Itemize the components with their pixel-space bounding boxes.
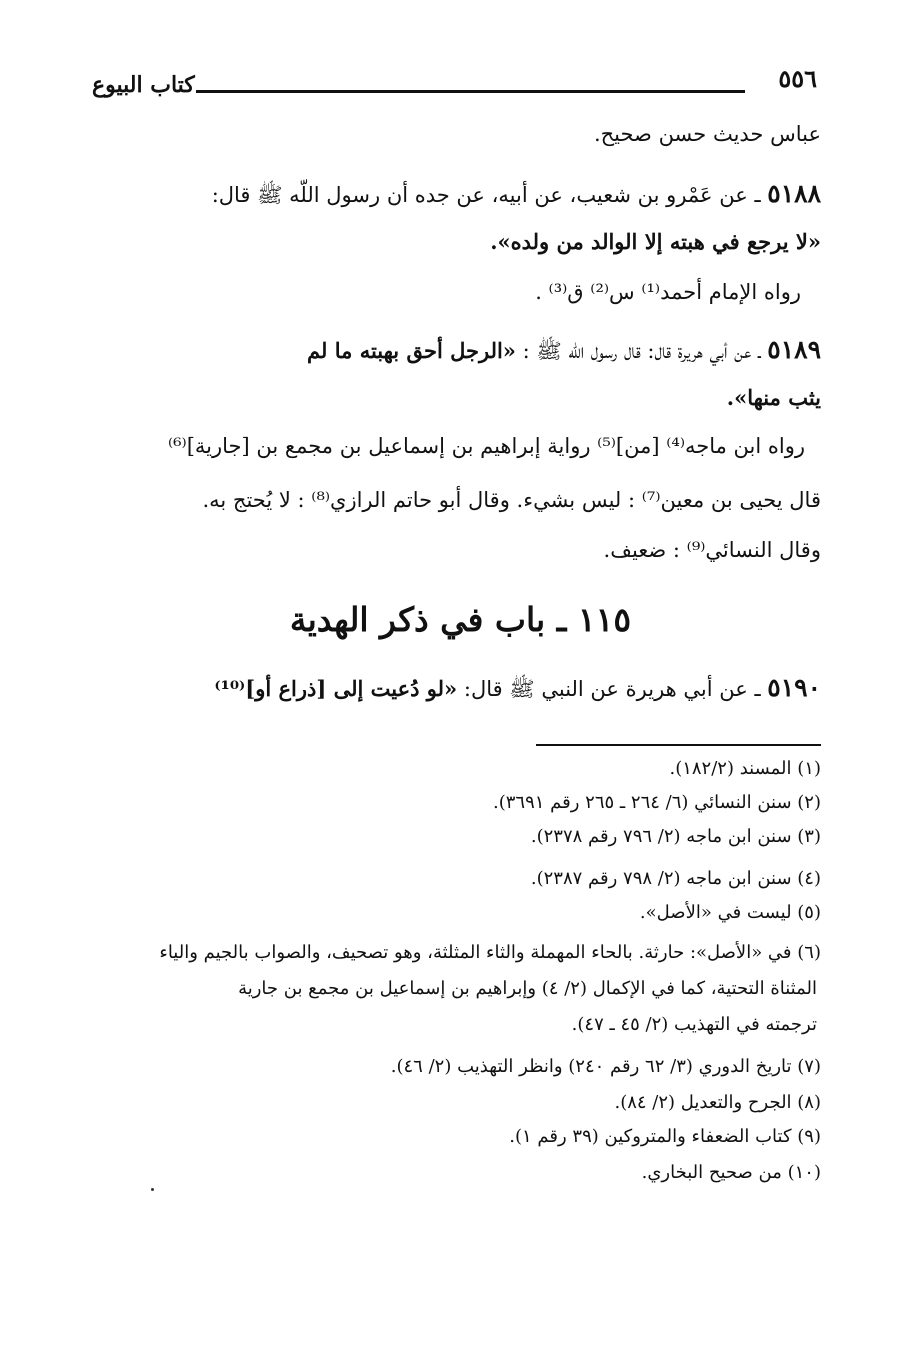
- hadith-5189-line-4: قال يحيى بن معين⁽⁷⁾ : ليس بشيء. وقال أبو حاتم الرازي⁽⁸⁾ : لا يُحتج به.: [202, 488, 821, 512]
- hadith-number: ٥١٨٨: [767, 179, 821, 208]
- footnote-4: (٤) سنن ابن ماجه (٢/ ٧٩٨ رقم ٢٣٨٧).: [530, 868, 821, 889]
- page-number: ٥٥٦: [778, 64, 817, 93]
- hadith-5190-line-1: [214, 674, 821, 703]
- footnote-7: (٧) تاريخ الدوري (٣/ ٦٢ رقم ٢٤٠) وانظر التهذيب (٢/ ٤٦).: [390, 1056, 821, 1077]
- hadith-number: ٥١٨٩: [767, 335, 821, 364]
- footnote-3: (٣) سنن ابن ماجه (٢/ ٧٩٦ رقم ٢٣٧٨).: [530, 826, 821, 847]
- hadith-5189-line-1: [307, 336, 821, 365]
- hadith-quote: «الرجل أحق بهبته ما لم: [307, 338, 516, 363]
- hadith-5189-line-5: وقال النسائي⁽⁹⁾ : ضعيف.: [603, 538, 821, 562]
- footnote-8: (٨) الجرح والتعديل (٢/ ٨٤).: [614, 1092, 821, 1113]
- hadith-number: ٥١٩٠: [767, 673, 821, 702]
- running-title: كتاب البيوع: [92, 72, 195, 98]
- text-line-1: عباس حديث حسن صحيح.: [593, 122, 821, 146]
- print-speck: [151, 1188, 154, 1191]
- footnote-2: (٢) سنن النسائي (٦/ ٢٦٤ ـ ٢٦٥ رقم ٣٦٩١).: [493, 792, 821, 813]
- footnote-6-line-2: المثناة التحتية، كما في الإكمال (٢/ ٤) وإبراهيم بن إسماعيل بن مجمع بن جارية: [238, 978, 817, 999]
- hadith-text: ـ عن أبي هريرة عن النبي ﷺ قال:: [457, 677, 768, 701]
- hadith-text: ـ عن عَمْرو بن شعيب، عن أبيه، عن جده أن رسول اللّه ﷺ قال:: [211, 183, 768, 207]
- footnote-5: (٥) ليست في «الأصل».: [639, 902, 821, 923]
- hadith-5188-line-1: [212, 180, 821, 209]
- hadith-5188-line-2: «لا يرجع في هبته إلا الوالد من ولده».: [490, 229, 821, 254]
- footnote-1: (١) المسند (١٨٢/٢).: [669, 758, 821, 779]
- chapter-heading: ١١٥ ـ باب في ذكر الهدية: [289, 600, 632, 639]
- hadith-5189-line-2: يثب منها».: [726, 385, 821, 410]
- footnote-6-line-1: (٦) في «الأصل»: حارثة. بالحاء المهملة والثاء المثلثة، وهو تصحيف، والصواب بالجيم والياء: [159, 942, 821, 963]
- hadith-5188-line-3: رواه الإمام أحمد⁽¹⁾ س⁽²⁾ ق⁽³⁾ .: [535, 280, 801, 304]
- footnote-rule: [536, 744, 821, 746]
- hadith-text: ـ عن أبي هريرة قال: قال رسول اللّه ﷺ :: [515, 339, 768, 363]
- header-rule: [196, 90, 745, 93]
- footnote-6-line-3: ترجمته في التهذيب (٢/ ٤٥ ـ ٤٧).: [571, 1014, 817, 1035]
- footnote-9: (٩) كتاب الضعفاء والمتروكين (٣٩ رقم ١).: [509, 1126, 821, 1147]
- hadith-quote: «لو دُعيت إلى [ذراع أو]⁽¹⁰⁾: [214, 676, 458, 701]
- hadith-5189-line-3: رواه ابن ماجه⁽⁴⁾ [من]⁽⁵⁾ رواية إبراهيم بن إسماعيل بن مجمع بن [جارية]⁽⁶⁾: [167, 434, 805, 458]
- footnote-10: (١٠) من صحيح البخاري.: [641, 1162, 821, 1183]
